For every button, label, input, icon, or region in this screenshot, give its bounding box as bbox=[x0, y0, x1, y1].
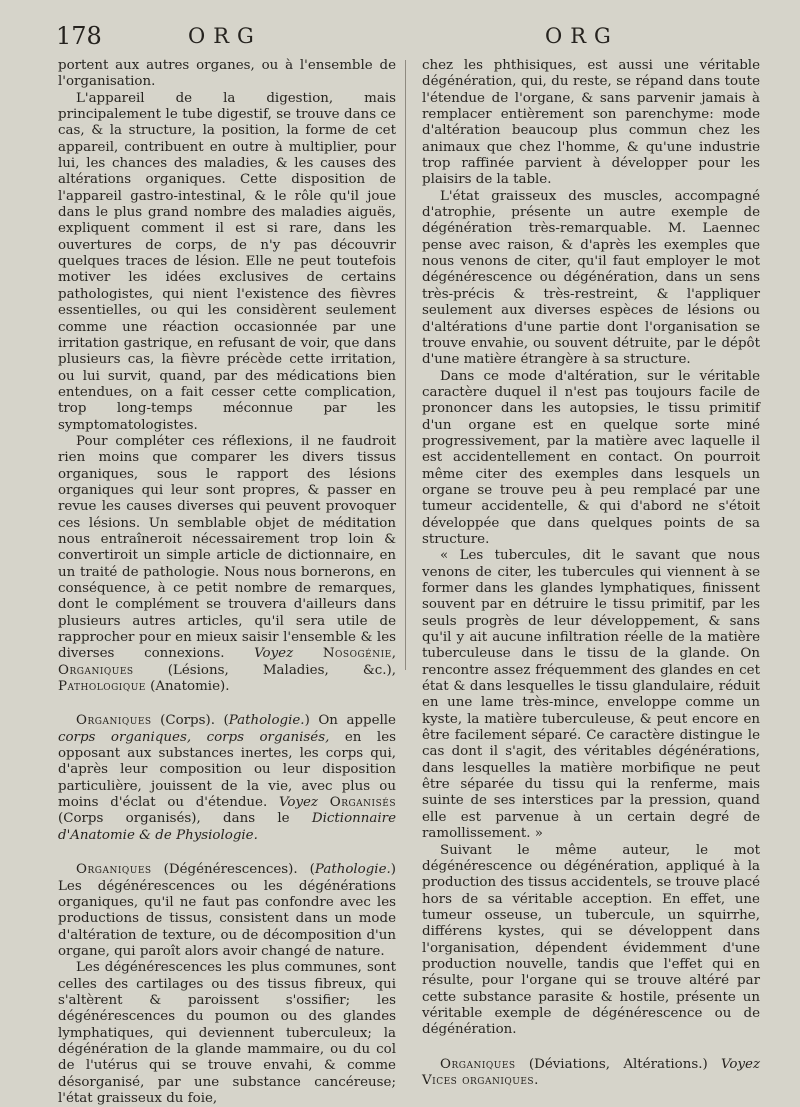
entry-organiques-degenerescences: Organiques (Dégénérescences). (Pathologie.) Les dégénérescences ou les dégénérations organiques, qu'il ne faut pas confondre avec les productions de tissus, consistent dans un mode d'altération de texture, ou de décomposition d'un organe, qui paroît alors avoir changé de nature. bbox=[58, 862, 396, 959]
cross-reference: Vices organiques. bbox=[422, 1072, 539, 1088]
entry-organiques-deviations: Organiques (Déviations, Altérations.) Voyez Vices organiques. bbox=[422, 1056, 760, 1088]
column-divider bbox=[405, 60, 406, 670]
page-header bbox=[0, 22, 800, 54]
entry-organiques-corps: Organiques (Corps). (Pathologie.) On appelle corps organiques, corps organisés, en les opposant aux substances inertes, les corps qui, d'après leur composition ou leur disposition particulière, jouissent de la vie, avec plus ou moins d'éclat ou d'étendue. Voyez Organisés (Corps organisés), dans le Dictionnaire d'Anatomie & de Physiologie. bbox=[58, 713, 396, 843]
entry-heading: Organiques bbox=[76, 862, 152, 878]
cross-reference: Organiques bbox=[58, 662, 134, 678]
paragraph: Dans ce mode d'altération, sur le véritable caractère duquel il n'est pas toujours facile de prononcer dans les autopsies, le tissu primitif d'un organe est en quelque sorte miné progressivement, par la matière avec laquelle il est accidentellement en contact. On pourroit même citer des exemples dans lesquels un organe se trouve peu à peu remplacé par une tumeur accidentelle, & qui d'abord ne s'étoit développée que dans quelques points de sa structure. bbox=[422, 368, 760, 547]
entry-domain: Pathologie. bbox=[228, 713, 305, 729]
entry-terms: corps organiques, corps organisés, bbox=[58, 729, 330, 745]
entry-heading: Organiques bbox=[440, 1056, 516, 1072]
cross-reference: Pathologique bbox=[58, 679, 146, 695]
voyez-label: Voyez bbox=[278, 795, 318, 811]
paragraph: Pour compléter ces réflexions, il ne faudroit rien moins que comparer les divers tissus organiques, sous le rapport des lésions organiques qui leur sont propres, & passer en revue les causes diverses qui peuvent provoquer ces lésions. Un semblable objet de méditation nous entraîneroit nécessairement trop loin & convertiroit un simple article de dictionnaire, en un traité de pathologie. Nous nous bornerons, en conséquence, à ce petit nombre de remarques, dont le complément se trouvera d'ailleurs dans plusieurs autres articles, qu'il sera utile de rapprocher pour en mieux saisir l'ensemble & les diverses connexions. Voyez Nosogénie, Organiques (Lésions, Maladies, &c.), Pathologique (Anatomie). bbox=[58, 433, 396, 695]
voyez-label: Voyez bbox=[254, 646, 294, 662]
paragraph: chez les phthisiques, est aussi une véritable dégénération, qui, du reste, se répand dans toute l'étendue de l'organe, & sans parvenir jamais à remplacer entièrement son parenchyme: mode d'altération beaucoup plus commun chez les animaux que chez l'homme, & qu'une industrie trop raffinée parvient à développer pour les plaisirs de la table. bbox=[422, 58, 760, 188]
page-number: 178 bbox=[56, 22, 102, 50]
paragraph: Suivant le même auteur, le mot dégénérescence ou dégénération, appliqué à la production des tissus accidentels, se trouve placé hors de sa véritable acception. En effet, une tumeur osseuse, un tubercule, un squirrhe, différens kystes, qui se développent dans l'organisation, dépendent évidemment d'une production nouvelle, tandis que l'effet qui en résulte, pour l'organe qui se trouve altéré par cette substance parasite & hostile, présente un véritable exemple de dégénérescence ou de dégénération. bbox=[422, 842, 761, 1038]
cross-reference: Nosogénie bbox=[322, 646, 392, 662]
entry-domain: Pathologie. bbox=[314, 862, 391, 878]
running-head-left: ORG bbox=[188, 24, 262, 48]
paragraph: portent aux autres organes, ou à l'ensemble de l'organisation. bbox=[58, 58, 396, 90]
dictionary-title: Dictionnaire d'Anatomie & de Physiologie. bbox=[58, 811, 396, 843]
left-column bbox=[58, 58, 396, 1107]
quotation: « Les tubercules, dit le savant que nous venons de citer, les tubercules qui viennent à se former dans les glandes lymphatiques, finissent souvent par en détruire le tissu primitif, par les seuls progrès de leur développement, & sans qu'il y ait aucune infiltration réelle de la matière tuberculeuse dans le tissu de la glande. On rencontre assez fréquemment des glandes en cet état & dans lesquelles le tissu glandulaire, réduit en une lame très-mince, enveloppe comme un kyste, la matière tuberculeuse, & peut encore en être facilement séparé. Ce caractère distingue le cas dont il s'agit, des véritables dégénérations, dans lesquelles la matière morbifique ne peut être séparée du tissu qui la renferme, mais suinte de ses interstices par la pression, quand elle est parvenue à un certain degré de ramollissement. » bbox=[422, 548, 760, 842]
cross-reference: Organisés bbox=[329, 795, 396, 811]
paragraph: L'appareil de la digestion, mais principalement le tube digestif, se trouve dans ce cas, & la structure, la position, la forme de cet appareil, contribuent en outre à multiplier, pour lui, les chances des maladies, & les causes des altérations organiques. Cette disposition de l'appareil gastro-intestinal, & le rôle qu'il joue dans le plus grand nombre des maladies aiguës, expliquent comment il est si rare, dans les ouvertures de corps, de n'y pas découvrir quelques traces de lésion. Elle ne peut toutefois motiver les idées exclusives de certains pathologistes, qui nient l'existence des fièvres essentielles, ou qui les considèrent seulement comme une réaction occasionnée par une irritation gastrique, en refusant de voir, que dans plusieurs cas, la fièvre précède cette irritation, ou lui survit, quand, par des médications bien entendues, on a fait cesser cette complication, trop long-temps méconnue par les symptomatologistes. bbox=[58, 90, 396, 433]
paragraph: L'état graisseux des muscles, accompagné d'atrophie, présente un autre exemple de dégénération très-remarquable. M. Laennec pense avec raison, & d'après les exemples que nous venons de citer, qu'il faut employer le mot dégénérescence ou dégénération, dans un sens très-précis & très-restreint, & l'appliquer seulement aux diverses espèces de lésions ou d'altérations d'une partie dont l'organisation se trouve envahie, ou souvent détruite, par le dépôt d'une matière étrangère à sa structure. bbox=[422, 188, 760, 368]
running-head-right: ORG bbox=[545, 24, 619, 48]
voyez-label: Voyez bbox=[720, 1056, 760, 1072]
paragraph: Les dégénérescences les plus communes, sont celles des cartilages ou des tissus fibreux, qui s'altèrent & paroissent s'ossifier; les dégénérescences du poumon ou des glandes lymphatiques, qui deviennent tuberculeux; la dégénération de la glande mammaire, ou du col de l'utérus qui se trouve envahi, & comme désorganisé, par une substance cancéreuse; l'état graisseux du foie, bbox=[58, 960, 396, 1106]
right-column bbox=[422, 58, 760, 1089]
entry-heading: Organiques bbox=[76, 713, 152, 729]
